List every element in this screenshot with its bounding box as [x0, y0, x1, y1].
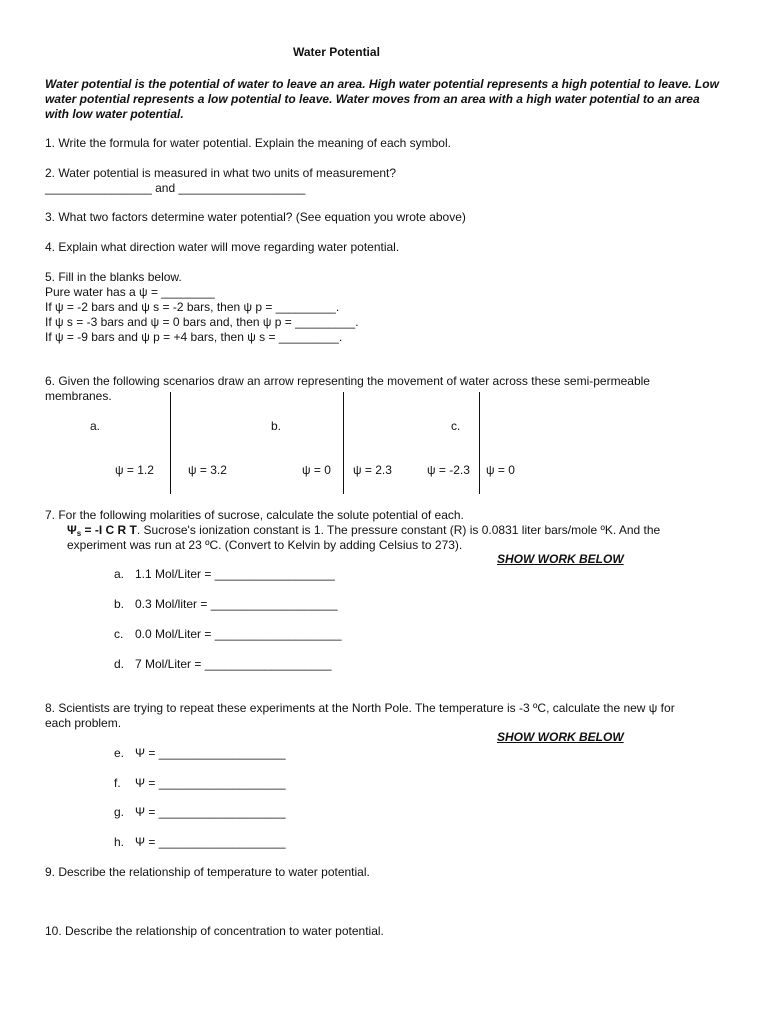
q7-item-d: 7 Mol/Liter = ___________________ [135, 657, 332, 671]
question-5-line-1: Pure water has a ψ = ________ [45, 285, 215, 299]
question-6-line-2: membranes. [45, 389, 112, 403]
question-10: 10. Describe the relationship of concentration to water potential. [45, 924, 384, 938]
question-5-heading: 5. Fill in the blanks below. [45, 270, 182, 284]
scenario-b-label: b. [271, 419, 282, 433]
question-7-line-3: experiment was run at 23 ºC. (Convert to Kelvin by adding Celsius to 273). [67, 538, 463, 552]
q7-item-b-letter: b. [114, 597, 125, 611]
q8-item-f: Ψ = ___________________ [135, 776, 286, 790]
question-8-line-1: 8. Scientists are trying to repeat these experiments at the North Pole. The temperature is -3 ºC, calculate the new ψ for [45, 701, 675, 715]
q7-item-a: 1.1 Mol/Liter = __________________ [135, 567, 335, 581]
question-1: 1. Write the formula for water potential. Explain the meaning of each symbol. [45, 136, 451, 150]
question-4: 4. Explain what direction water will move regarding water potential. [45, 240, 400, 254]
question-9: 9. Describe the relationship of temperature to water potential. [45, 865, 370, 879]
scenario-a-right: ψ = 3.2 [188, 463, 227, 477]
solute-formula: = -I C R T [81, 523, 137, 537]
scenario-c-label: c. [451, 419, 461, 433]
q8-item-h-letter: h. [114, 835, 125, 849]
membrane-c [479, 392, 480, 494]
scenario-c-right: ψ = 0 [486, 463, 515, 477]
question-6-line-1: 6. Given the following scenarios draw an arrow representing the movement of water across these semi-permeable [45, 374, 650, 388]
question-7-constants: . Sucrose's ionization constant is 1. The pressure constant (R) is 0.0831 liter bars/mole ºK. And the [136, 523, 661, 537]
scenario-c-left: ψ = -2.3 [427, 463, 470, 477]
question-5-line-2: If ψ = -2 bars and ψ s = -2 bars, then ψ p = _________. [45, 300, 340, 314]
question-2-blanks: ________________ and ___________________ [45, 181, 306, 195]
q8-item-h: Ψ = ___________________ [135, 835, 286, 849]
q7-item-d-letter: d. [114, 657, 125, 671]
solute-subscript: s [76, 529, 82, 538]
question-7-line-1: 7. For the following molarities of sucrose, calculate the solute potential of each. [45, 508, 464, 522]
question-7-show-work: SHOW WORK BELOW [497, 552, 624, 566]
question-5-line-4: If ψ = -9 bars and ψ p = +4 bars, then ψ s = _________. [45, 330, 343, 344]
q8-item-e: Ψ = ___________________ [135, 746, 286, 760]
solute-potential-symbol: Ψ [67, 523, 77, 537]
q7-item-c-letter: c. [114, 627, 124, 641]
q7-item-a-letter: a. [114, 567, 125, 581]
question-5-line-3: If ψ s = -3 bars and ψ = 0 bars and, then ψ p = _________. [45, 315, 359, 329]
q8-item-f-letter: f. [114, 776, 121, 790]
intro-paragraph: Water potential is the potential of water to leave an area. High water potential represents a high potential to leave. Low water potential represents a low potential to leave. Water moves from an area with a high water potential to an area with low water potential. [45, 77, 719, 121]
q7-item-b: 0.3 Mol/liter = ___________________ [135, 597, 338, 611]
question-8-show-work: SHOW WORK BELOW [497, 730, 624, 744]
membrane-b [343, 392, 344, 494]
question-2: 2. Water potential is measured in what two units of measurement? [45, 166, 397, 180]
question-3: 3. What two factors determine water potential? (See equation you wrote above) [45, 210, 466, 224]
scenario-b-left: ψ = 0 [302, 463, 331, 477]
q8-item-g: Ψ = ___________________ [135, 805, 286, 819]
q8-item-g-letter: g. [114, 805, 125, 819]
page-title: Water Potential [293, 45, 380, 59]
q7-item-c: 0.0 Mol/Liter = ___________________ [135, 627, 342, 641]
question-8-line-2: each problem. [45, 716, 122, 730]
scenario-a-label: a. [90, 419, 101, 433]
membrane-a [170, 392, 171, 494]
scenario-b-right: ψ = 2.3 [353, 463, 392, 477]
q8-item-e-letter: e. [114, 746, 125, 760]
scenario-a-left: ψ = 1.2 [115, 463, 154, 477]
